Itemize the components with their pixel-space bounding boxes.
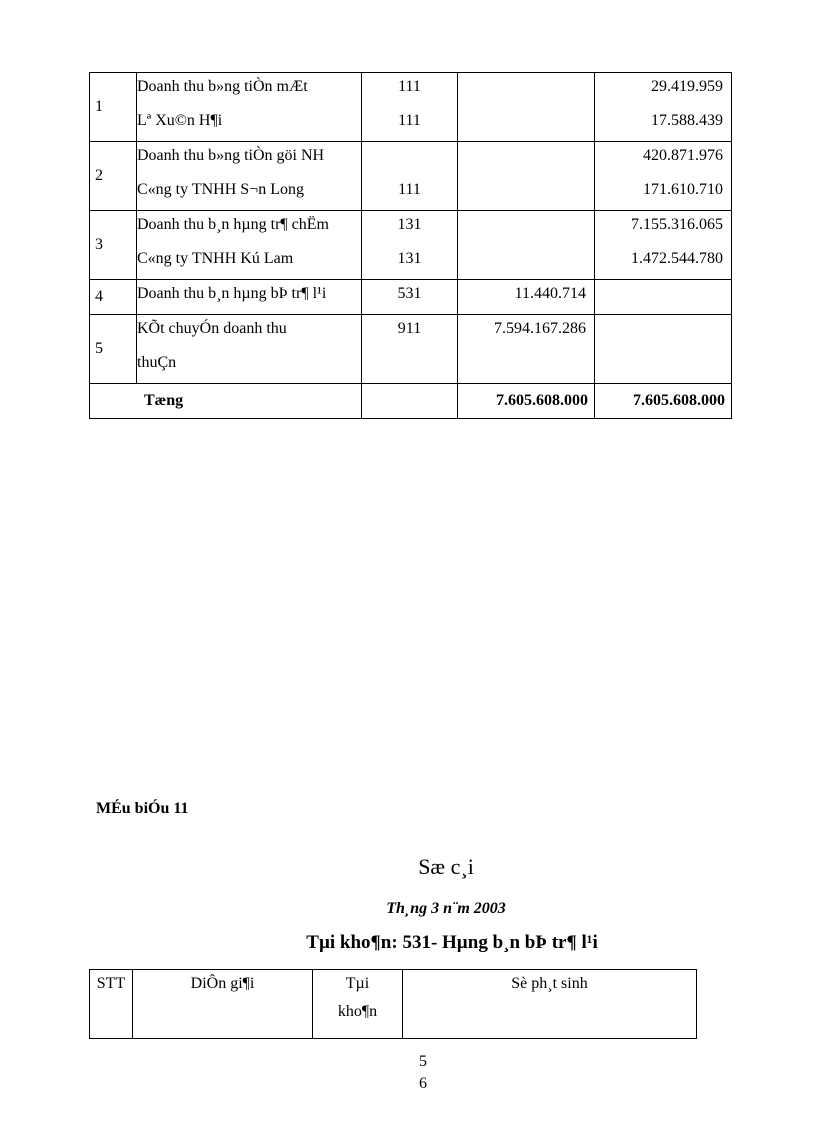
description-line: Doanh thu b¸n hµng bÞ tr¶ l¹i xyxy=(137,285,327,302)
debit-line xyxy=(458,107,594,141)
credit-line: 29.419.959 xyxy=(651,78,723,95)
header-account xyxy=(313,970,403,1039)
account-line: 131 xyxy=(397,216,422,233)
credit-cell xyxy=(595,315,732,384)
description-line: thuÇn xyxy=(137,354,177,371)
book-period: Th¸ng 3 n¨m 2003 xyxy=(386,900,506,917)
credit-line: 1.472.544.780 xyxy=(631,250,723,267)
debit-line xyxy=(458,349,594,383)
ledger-book-header-table xyxy=(89,969,697,1039)
page-number-line2: 6 xyxy=(419,1075,427,1092)
credit-line: 17.588.439 xyxy=(651,112,723,129)
debit-cell xyxy=(458,211,595,280)
account-line: 131 xyxy=(397,250,422,267)
description-line: Doanh thu b»ng tiÒn göi NH xyxy=(137,147,325,164)
credit-cell xyxy=(595,211,732,280)
total-row xyxy=(90,384,732,419)
header-stt: STT xyxy=(90,970,133,1039)
total-debit-cell xyxy=(458,384,595,419)
description-cell xyxy=(137,315,362,384)
total-debit: 7.605.608.000 xyxy=(496,392,588,409)
debit-line xyxy=(458,176,594,210)
row-number: 2 xyxy=(90,142,137,211)
form-label: MÉu biÓu 11 xyxy=(96,800,189,817)
header-account-line1: Tµi xyxy=(345,975,370,992)
description-cell xyxy=(137,280,362,315)
description-cell xyxy=(137,211,362,280)
credit-line: 171.610.710 xyxy=(643,181,723,198)
description-line: Doanh thu b¸n hµng tr¶ chËm xyxy=(137,216,329,233)
credit-line xyxy=(595,280,731,314)
account-line xyxy=(362,349,457,383)
debit-line xyxy=(458,245,594,279)
row-number: 5 xyxy=(90,315,137,384)
description-line: Doanh thu b»ng tiÒn mÆt xyxy=(137,78,308,95)
account-cell xyxy=(362,211,458,280)
credit-cell xyxy=(595,73,732,142)
row-number: 4 xyxy=(90,280,137,315)
description-line: KÕt chuyÓn doanh thu xyxy=(137,320,287,337)
credit-cell xyxy=(595,142,732,211)
description-cell xyxy=(137,73,362,142)
debit-line xyxy=(458,73,594,107)
book-title: Sæ c¸i xyxy=(418,854,474,879)
table-row xyxy=(90,315,732,384)
table-row xyxy=(90,142,732,211)
account-cell xyxy=(362,142,458,211)
total-credit: 7.605.608.000 xyxy=(633,392,725,409)
account-line: 111 xyxy=(398,78,421,95)
account-line: 111 xyxy=(398,112,421,129)
account-cell xyxy=(362,315,458,384)
account-line xyxy=(362,142,457,176)
credit-cell xyxy=(595,280,732,315)
debit-cell xyxy=(458,315,595,384)
debit-cell xyxy=(458,73,595,142)
account-cell xyxy=(362,73,458,142)
row-number: 3 xyxy=(90,211,137,280)
debit-cell xyxy=(458,280,595,315)
credit-line xyxy=(595,349,731,383)
account-line: 531 xyxy=(397,285,422,302)
description-line: Lª Xu©n H¶i xyxy=(137,112,223,129)
description-line: C«ng ty TNHH S¬n Long xyxy=(137,181,304,198)
credit-line: 7.155.316.065 xyxy=(631,216,723,233)
debit-line: 7.594.167.286 xyxy=(494,320,586,337)
total-label: Tæng xyxy=(90,384,362,419)
page-number-line1: 5 xyxy=(419,1053,427,1070)
account-line: 111 xyxy=(398,181,421,198)
header-amount: Sè ph¸t sinh xyxy=(403,970,697,1039)
table-row xyxy=(90,280,732,315)
total-credit-cell xyxy=(595,384,732,419)
header-account-line2: kho¶n xyxy=(337,1003,378,1020)
credit-line: 420.871.976 xyxy=(643,147,723,164)
header-row xyxy=(90,970,697,1039)
page-number xyxy=(0,1051,816,1095)
debit-line xyxy=(458,142,594,176)
book-account-heading: Tµi kho¶n: 531- Hµng b¸n bÞ tr¶ l¹i xyxy=(306,932,598,953)
table-row xyxy=(90,73,732,142)
credit-line xyxy=(595,315,731,349)
ledger-table xyxy=(89,72,732,419)
account-cell xyxy=(362,280,458,315)
debit-cell xyxy=(458,142,595,211)
table-row xyxy=(90,211,732,280)
total-account-cell xyxy=(362,384,458,419)
debit-line: 11.440.714 xyxy=(514,285,586,302)
description-cell xyxy=(137,142,362,211)
account-line: 911 xyxy=(397,320,422,337)
row-number: 1 xyxy=(90,73,137,142)
description-line: C«ng ty TNHH Kú Lam xyxy=(137,250,294,267)
header-description: DiÔn gi¶i xyxy=(133,970,313,1039)
debit-line xyxy=(458,211,594,245)
